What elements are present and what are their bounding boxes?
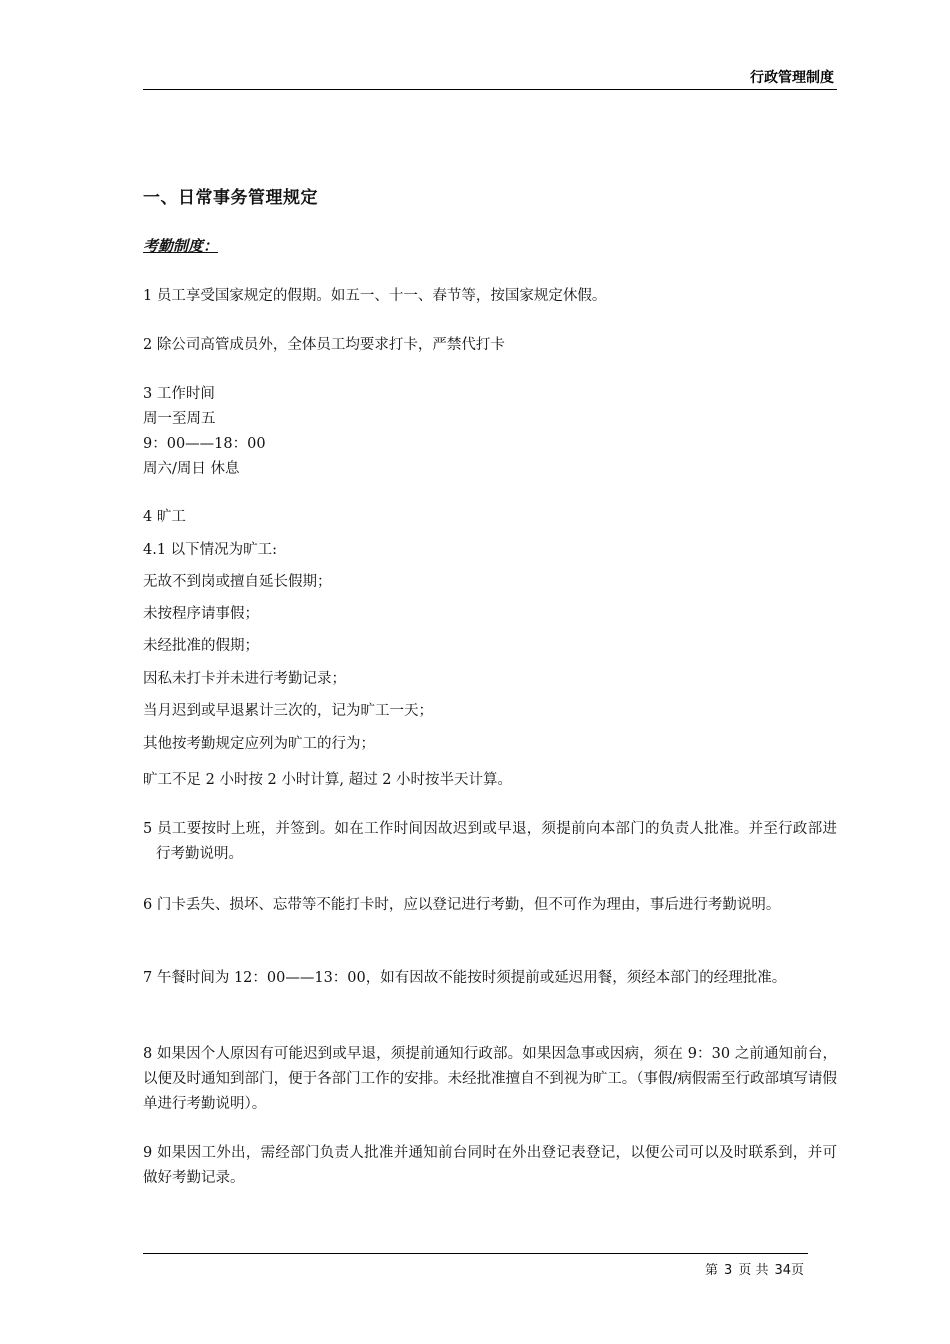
page-mid: 页 共 xyxy=(738,1263,769,1278)
attendance-subtitle: 考勤制度： xyxy=(143,237,219,255)
footer-divider xyxy=(143,1253,808,1254)
section-title: 一、日常事务管理规定 xyxy=(143,188,318,208)
page-indicator xyxy=(702,1259,807,1278)
absence-case-6: 其他按考勤规定应列为旷工的行为； xyxy=(143,736,375,752)
rule-3-hours: 9：00——18：00 xyxy=(143,436,266,452)
page-total: 34页 xyxy=(774,1263,804,1278)
absence-case-5: 当月迟到或早退累计三次的，记为旷工一天； xyxy=(143,703,433,719)
rule-2: 2 除公司高管成员外，全体员工均要求打卡，严禁代打卡 xyxy=(143,337,505,353)
absence-case-3: 未经批准的假期； xyxy=(143,638,259,654)
rule-3-weekdays: 周一至周五 xyxy=(143,411,216,427)
rule-4-title: 4 旷工 xyxy=(143,509,186,525)
rule-1: 1 员工享受国家规定的假期。如五一、十一、春节等，按国家规定休假。 xyxy=(143,288,607,304)
rule-5: 5 员工要按时上班，并签到。如在工作时间因故迟到或早退，须提前向本部门的负责人批准。并至行政部进行考勤说明。 xyxy=(143,821,837,862)
header-title: 行政管理制度 xyxy=(750,70,834,86)
rule-6: 6 门卡丢失、损坏、忘带等不能打卡时，应以登记进行考勤，但不可作为理由，事后进行考勤说明。 xyxy=(143,897,781,913)
absence-case-2: 未按程序请事假； xyxy=(143,606,259,622)
absence-case-1: 无故不到岗或擅自延长假期； xyxy=(143,574,332,590)
page-prefix: 第 xyxy=(705,1263,719,1278)
rule-4-1: 4.1 以下情况为旷工: xyxy=(143,542,278,558)
header-divider xyxy=(143,89,837,90)
rule-7: 7 午餐时间为 12：00——13：00，如有因故不能按时须提前或延迟用餐，须经本部门的经理批准。 xyxy=(143,970,787,986)
absence-case-4: 因私未打卡并未进行考勤记录； xyxy=(143,671,346,687)
rule-8: 8 如果因个人原因有可能迟到或早退，须提前通知行政部。如果因急事或因病，须在 9：30 之前通知前台，以便及时通知到部门，便于各部门工作的安排。未经批准擅自不到视为旷工。（事假/病假需至行政部填写请假单进行考勤说明）。 xyxy=(143,1046,837,1112)
page-number: 3 xyxy=(724,1263,733,1278)
rule-3-title: 3 工作时间 xyxy=(143,386,215,402)
rule-9: 9 如果因工外出，需经部门负责人批准并通知前台同时在外出登记表登记，以便公司可以及时联系到，并可做好考勤记录。 xyxy=(143,1145,837,1186)
absence-calculation: 旷工不足 2 小时按 2 小时计算, 超过 2 小时按半天计算。 xyxy=(143,772,513,788)
rule-3-weekend: 周六/周日 休息 xyxy=(143,461,240,477)
